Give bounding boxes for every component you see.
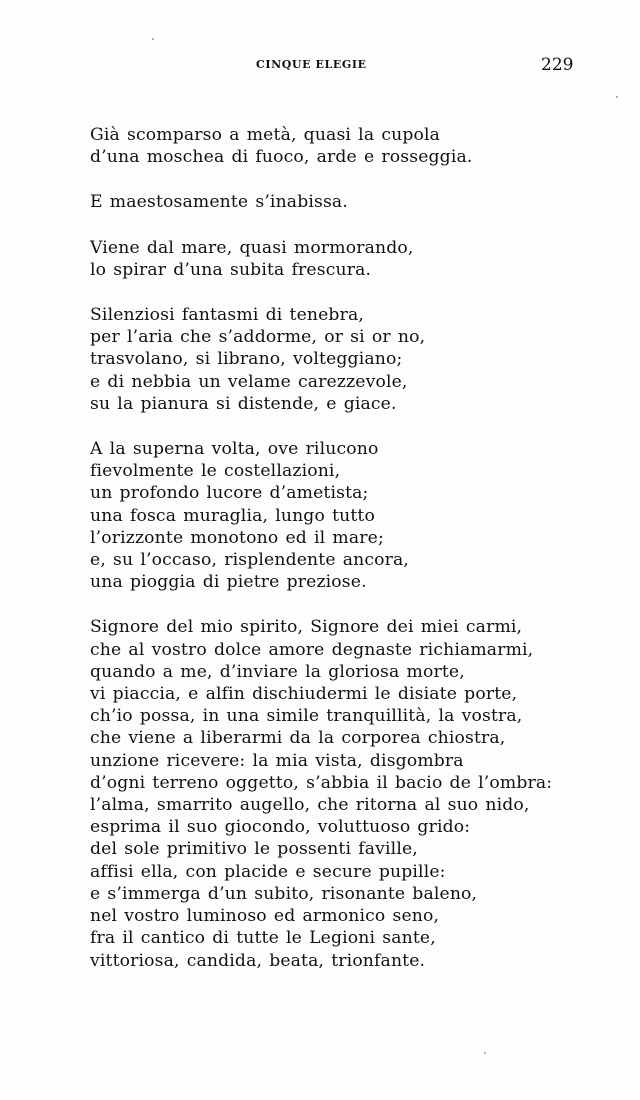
poem-line: l’orizzonte monotono ed il mare; <box>90 527 384 548</box>
poem-line: del sole primitivo le possenti faville, <box>90 839 418 860</box>
poem-line: Silenziosi fantasmi di tenebra, <box>90 305 364 326</box>
poem-line: d’una moschea di fuoco, arde e rosseggia. <box>90 147 473 168</box>
poem-line: vi piaccia, e alfin dischiudermi le disiate porte, <box>90 684 518 705</box>
paper-speck <box>484 1052 486 1054</box>
poem-line: su la pianura si distende, e giace. <box>90 393 397 414</box>
poem-line: per l’aria che s’addorme, or si or no, <box>90 327 426 348</box>
poem-line: che al vostro dolce amore degnaste richiamarmi, <box>90 639 534 660</box>
running-header <box>0 55 640 78</box>
poem-line: Viene dal mare, quasi mormorando, <box>90 237 414 258</box>
poem-line: lo spirar d’una subita frescura. <box>90 259 372 280</box>
stanza-2 <box>90 191 630 213</box>
poem-line: e di nebbia un velame carezzevole, <box>90 371 408 392</box>
stanza-4 <box>90 304 630 415</box>
poem-line: un profondo lucore d’ametista; <box>90 483 369 504</box>
poem-line: A la superna volta, ove rilucono <box>90 439 379 460</box>
poem-line: d’ogni terreno oggetto, s’abbia il bacio de l’ombra: <box>90 772 553 793</box>
poem-line: Signore del mio spirito, Signore dei miei carmi, <box>90 617 523 638</box>
poem-line: una fosca muraglia, lungo tutto <box>90 505 375 526</box>
poem-line: ch’io possa, in una simile tranquillità, la vostra, <box>90 706 523 727</box>
poem-line: l’alma, smarrito augello, che ritorna al suo nido, <box>90 795 530 816</box>
poem-line: trasvolano, si librano, volteggiano; <box>90 349 403 370</box>
stanza-6 <box>90 616 630 971</box>
poem-body <box>90 124 630 995</box>
poem-line: Già scomparso a metà, quasi la cupola <box>90 125 441 145</box>
poem-line: affisi ella, con placide e secure pupille: <box>90 861 446 882</box>
poem-line: fra il cantico di tutte le Legioni sante, <box>90 928 436 949</box>
running-title: CINQUE ELEGIE <box>256 58 367 71</box>
poem-line: fievolmente le costellazioni, <box>90 461 341 482</box>
poem-line: vittoriosa, candida, beata, trionfante. <box>90 950 426 971</box>
poem-line: nel vostro luminoso ed armonico seno, <box>90 906 440 927</box>
paper-speck <box>152 38 154 40</box>
poem-line: e, su l’occaso, risplendente ancora, <box>90 550 410 571</box>
poem-line: unzione ricevere: la mia vista, disgombra <box>90 750 464 771</box>
poem-line: e s’immerga d’un subito, risonante baleno, <box>90 883 478 904</box>
poem-line: esprima il suo giocondo, voluttuoso grido: <box>90 817 471 838</box>
page-number: 229 <box>541 55 574 75</box>
stanza-5 <box>90 438 630 593</box>
stanza-1 <box>90 124 630 168</box>
poem-line: quando a me, d’inviare la gloriosa morte, <box>90 661 465 682</box>
paper-speck <box>616 96 618 98</box>
poem-line: E maestosamente s’inabissa. <box>90 192 348 213</box>
stanza-3 <box>90 237 630 281</box>
poem-line: che viene a liberarmi da la corporea chiostra, <box>90 728 506 749</box>
poem-line: una pioggia di pietre preziose. <box>90 572 367 593</box>
